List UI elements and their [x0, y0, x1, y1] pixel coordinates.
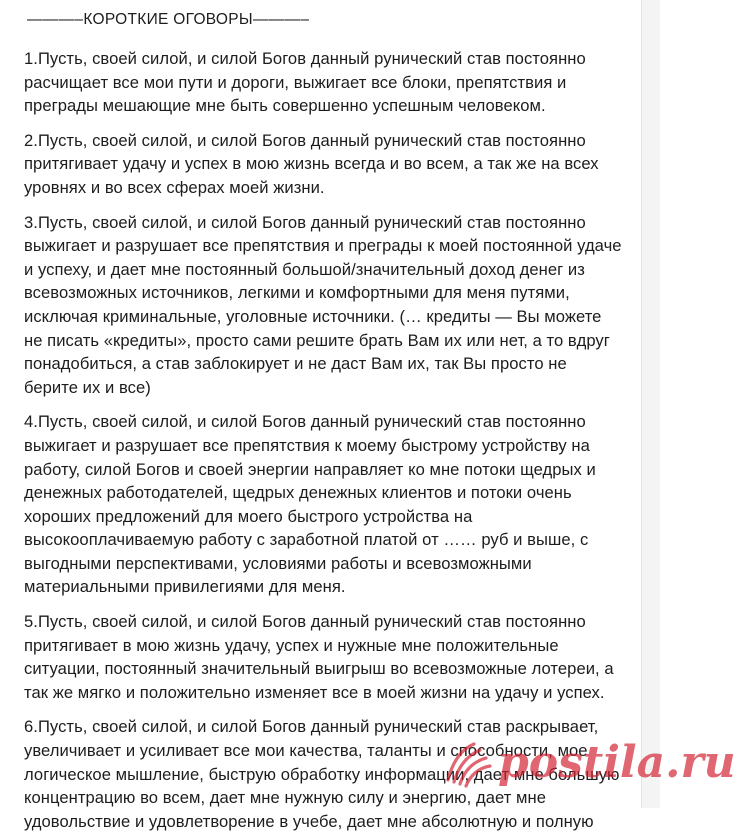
- paragraph-5: 5.Пусть, своей силой, и силой Богов данный рунический став постоянно притягивает в мою жизнь удачу, успех и нужные мне положительные ситуации, постоянный значительный выигрыш во всевозможные лотереи, а так же мягко и положительно изменяет все в моей жизни на удачу и успех.: [24, 612, 614, 702]
- document-content: [24, 0, 622, 833]
- paragraph-4: 4.Пусть, своей силой, и силой Богов данный рунический став постоянно выжигает и разрушает все препятствия к моему быстрому устройству на работу, силой Богов и своей энергии направляет ко мне потоки щедрых и денежных работодателей, щедрых денежных клиентов и потоки очень хороших предложений для моего быстрого устройства на высокооплачиваемую работу с заработной платой от …… руб и выше, с выгодными перспективами, условиями работы и всевозможными материальными привилегиями для меня.: [24, 412, 596, 597]
- section-heading: ———–КОРОТКИЕ ОГОВОРЫ———–: [27, 11, 310, 28]
- paragraph-3: 3.Пусть, своей силой, и силой Богов данный рунический став постоянно выжигает и разрушает все препятствия и преграды к моей постоянной удаче и успеху, и дает мне постоянный большой/значительный доход денег из всевозможных источников, легкими и комфортными для меня путями, исключая криминальные, уголовные источники. (… кредиты — Вы можете не писать «кредиты», просто сами решите брать Вам их или нет, а то вдруг понадобиться, а став заблокирует и не даст Вам их, так Вы просто не берите их и все): [24, 212, 622, 397]
- paragraph-1: 1.Пусть, своей силой, и силой Богов данный рунический став постоянно расчищает все мои пути и дороги, выжигает все блоки, препятствия и преграды мешающие мне быть совершенно успешным человеком.: [24, 49, 586, 116]
- watermark-text: postila.ru: [498, 737, 736, 788]
- paragraph-6: 6.Пусть, своей силой, и силой Богов данный рунический став раскрывает, увеличивает и усиливает все мои качества, таланты и способности, мое логическое мышление, быструю обработку информации, дает мне большую концентрацию во всем, дает мне нужную силу и энергию, дает мне удовольствие и удовлетворение в учебе, дает мне абсолютную и полную: [24, 717, 620, 831]
- paragraph-2: 2.Пусть, своей силой, и силой Богов данный рунический став постоянно притягивает удачу и успех в мою жизнь всегда и во всем, а так же на всех уровнях и во всех сферах моей жизни.: [24, 130, 599, 197]
- right-panel-edge: [641, 0, 660, 808]
